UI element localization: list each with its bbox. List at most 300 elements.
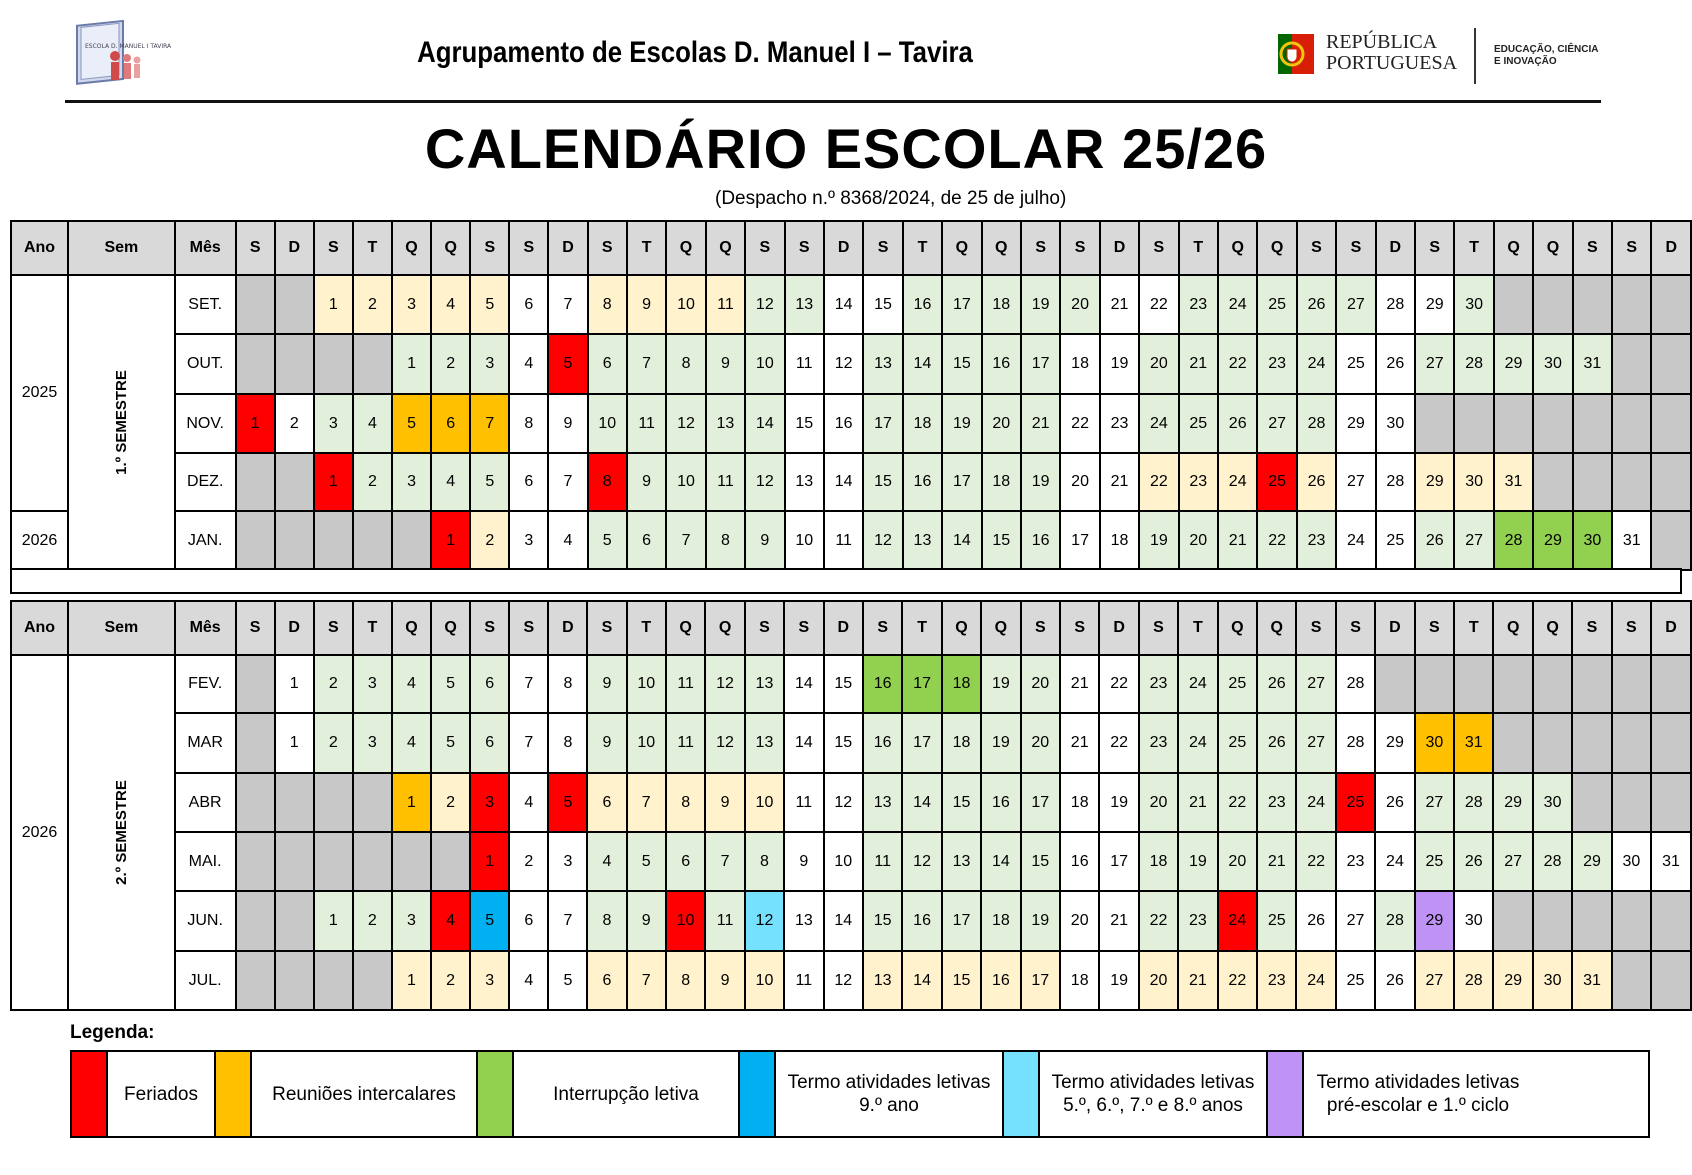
empty-day-cell xyxy=(353,511,392,570)
header-mes: Mês xyxy=(175,601,236,655)
day-cell: 3 xyxy=(392,275,431,334)
day-cell: 27 xyxy=(1493,832,1532,891)
day-cell: 28 xyxy=(1494,511,1533,570)
day-cell: 14 xyxy=(784,713,823,773)
weekday-header: D xyxy=(275,601,314,655)
day-cell: 10 xyxy=(666,891,705,951)
month-row xyxy=(11,275,1691,334)
day-cell: 3 xyxy=(392,891,431,951)
month-name: MAI. xyxy=(175,832,236,891)
day-cell: 29 xyxy=(1533,511,1572,570)
empty-day-cell xyxy=(1415,394,1454,453)
day-cell: 21 xyxy=(1178,951,1217,1010)
day-cell: 1 xyxy=(275,655,314,713)
day-cell: 28 xyxy=(1454,773,1493,832)
weekday-header: D xyxy=(548,601,587,655)
day-cell: 1 xyxy=(314,275,353,334)
day-cell: 26 xyxy=(1218,394,1257,453)
day-cell: 15 xyxy=(824,655,863,713)
day-cell: 24 xyxy=(1218,453,1257,511)
day-cell: 8 xyxy=(706,511,745,570)
legend-swatch xyxy=(740,1052,776,1136)
day-cell: 2 xyxy=(509,832,548,891)
day-cell: 25 xyxy=(1257,891,1296,951)
weekday-header: Q xyxy=(666,601,705,655)
empty-day-cell xyxy=(1651,951,1691,1010)
day-cell: 23 xyxy=(1100,394,1139,453)
day-cell: 18 xyxy=(1060,951,1099,1010)
day-cell: 6 xyxy=(470,713,509,773)
weekday-header: D xyxy=(275,221,314,275)
month-row xyxy=(11,773,1691,832)
ministry-name xyxy=(1494,44,1598,68)
day-cell: 9 xyxy=(548,394,587,453)
empty-day-cell xyxy=(1612,951,1651,1010)
weekday-header: Q xyxy=(392,221,431,275)
day-cell: 25 xyxy=(1218,655,1257,713)
day-cell: 30 xyxy=(1533,334,1572,394)
empty-day-cell xyxy=(1493,655,1532,713)
day-cell: 24 xyxy=(1375,832,1414,891)
weekday-header: S xyxy=(863,601,902,655)
empty-day-cell xyxy=(353,951,392,1010)
empty-day-cell xyxy=(1573,394,1612,453)
legend-title: Legenda: xyxy=(70,1022,155,1043)
day-cell: 30 xyxy=(1454,891,1493,951)
day-cell: 19 xyxy=(981,655,1020,713)
day-cell: 18 xyxy=(982,453,1021,511)
day-cell: 6 xyxy=(431,394,470,453)
day-cell: 13 xyxy=(706,394,745,453)
day-cell: 25 xyxy=(1218,713,1257,773)
day-cell: 12 xyxy=(863,511,902,570)
day-cell: 21 xyxy=(1257,832,1296,891)
day-cell: 3 xyxy=(353,713,392,773)
day-cell: 16 xyxy=(824,394,863,453)
day-cell: 21 xyxy=(1021,394,1060,453)
day-cell: 29 xyxy=(1415,453,1454,511)
empty-day-cell xyxy=(1493,891,1532,951)
weekday-header: S xyxy=(1060,221,1099,275)
day-cell: 18 xyxy=(1060,773,1099,832)
month-name: SET. xyxy=(175,275,236,334)
weekday-header: D xyxy=(1100,221,1139,275)
day-cell: 23 xyxy=(1297,511,1336,570)
day-cell: 14 xyxy=(902,951,941,1010)
day-cell: 28 xyxy=(1533,832,1572,891)
day-cell: 20 xyxy=(1060,453,1099,511)
legend-swatch xyxy=(478,1052,514,1136)
day-cell: 30 xyxy=(1454,275,1493,334)
day-cell: 27 xyxy=(1336,275,1375,334)
weekday-header: Q xyxy=(1533,221,1572,275)
day-cell: 14 xyxy=(745,394,784,453)
weekday-header: S xyxy=(236,601,275,655)
day-cell: 3 xyxy=(470,334,509,394)
day-cell: 26 xyxy=(1297,275,1336,334)
day-cell: 23 xyxy=(1178,891,1217,951)
empty-day-cell xyxy=(275,511,314,570)
month-name: JUL. xyxy=(175,951,236,1010)
day-cell: 20 xyxy=(1021,655,1060,713)
weekday-header: T xyxy=(627,601,666,655)
day-cell: 22 xyxy=(1139,891,1178,951)
empty-day-cell xyxy=(275,951,314,1010)
day-cell: 4 xyxy=(509,334,548,394)
empty-day-cell xyxy=(1494,394,1533,453)
weekday-header: Q xyxy=(431,221,470,275)
weekday-header: Q xyxy=(1533,601,1572,655)
day-cell: 2 xyxy=(314,713,353,773)
day-cell: 1 xyxy=(314,453,353,511)
empty-day-cell xyxy=(1612,334,1651,394)
day-cell: 16 xyxy=(1021,511,1060,570)
empty-day-cell xyxy=(1612,713,1651,773)
semester-separator xyxy=(10,568,1682,594)
day-cell: 14 xyxy=(942,511,981,570)
empty-day-cell xyxy=(1572,655,1611,713)
weekday-header: S xyxy=(1021,221,1060,275)
day-cell: 12 xyxy=(745,453,784,511)
empty-day-cell xyxy=(1651,275,1691,334)
empty-day-cell xyxy=(275,891,314,951)
legend-item-termopre xyxy=(1268,1052,1532,1136)
weekday-header: S xyxy=(1139,601,1178,655)
day-cell: 18 xyxy=(942,655,981,713)
day-cell: 23 xyxy=(1139,655,1178,713)
day-cell: 15 xyxy=(863,891,902,951)
day-cell: 22 xyxy=(1218,334,1257,394)
day-cell: 1 xyxy=(392,773,431,832)
day-cell: 26 xyxy=(1296,891,1335,951)
legend-swatch xyxy=(216,1052,252,1136)
day-cell: 22 xyxy=(1099,713,1138,773)
day-cell: 22 xyxy=(1257,511,1296,570)
weekday-header: T xyxy=(903,221,942,275)
day-cell: 11 xyxy=(785,334,824,394)
day-cell: 27 xyxy=(1336,453,1375,511)
day-cell: 29 xyxy=(1493,773,1532,832)
day-cell: 9 xyxy=(627,453,666,511)
day-cell: 20 xyxy=(1179,511,1218,570)
day-cell: 6 xyxy=(509,275,548,334)
weekday-header: D xyxy=(824,601,863,655)
day-cell: 11 xyxy=(706,453,745,511)
day-cell: 13 xyxy=(863,951,902,1010)
day-cell: 19 xyxy=(1139,511,1178,570)
day-cell: 10 xyxy=(627,713,666,773)
day-cell: 6 xyxy=(587,951,626,1010)
empty-day-cell xyxy=(1651,511,1691,570)
day-cell: 2 xyxy=(470,511,509,570)
day-cell: 25 xyxy=(1336,334,1375,394)
year-label: 2026 xyxy=(11,511,68,570)
day-cell: 4 xyxy=(353,394,392,453)
empty-day-cell xyxy=(1612,655,1651,713)
day-cell: 24 xyxy=(1139,394,1178,453)
day-cell: 28 xyxy=(1376,275,1415,334)
day-cell: 30 xyxy=(1415,713,1454,773)
day-cell: 18 xyxy=(1060,334,1099,394)
weekday-header: S xyxy=(509,221,548,275)
day-cell: 12 xyxy=(824,951,863,1010)
day-cell: 19 xyxy=(981,713,1020,773)
day-cell: 17 xyxy=(902,655,941,713)
day-cell: 12 xyxy=(666,394,705,453)
year-label: 2025 xyxy=(11,275,68,511)
weekday-header: T xyxy=(1454,221,1493,275)
weekday-header: D xyxy=(1375,601,1414,655)
empty-day-cell xyxy=(1375,655,1414,713)
day-cell: 8 xyxy=(666,951,705,1010)
day-cell: 9 xyxy=(784,832,823,891)
weekday-header: S xyxy=(745,221,784,275)
day-cell: 17 xyxy=(942,453,981,511)
day-cell: 4 xyxy=(431,891,470,951)
logo-divider xyxy=(1474,28,1476,84)
day-cell: 4 xyxy=(587,832,626,891)
empty-day-cell xyxy=(1533,394,1572,453)
month-row xyxy=(11,951,1691,1010)
day-cell: 10 xyxy=(666,275,705,334)
day-cell: 12 xyxy=(824,773,863,832)
legend-swatch xyxy=(1004,1052,1040,1136)
day-cell: 24 xyxy=(1297,334,1336,394)
semester-label: 2.º SEMESTRE xyxy=(112,779,130,885)
day-cell: 2 xyxy=(353,275,392,334)
day-cell: 11 xyxy=(706,275,745,334)
day-cell: 14 xyxy=(824,453,863,511)
day-cell: 12 xyxy=(902,832,941,891)
empty-day-cell xyxy=(1454,655,1493,713)
weekday-header: T xyxy=(1454,601,1493,655)
weekday-header: S xyxy=(784,601,823,655)
day-cell: 5 xyxy=(548,334,587,394)
day-cell: 4 xyxy=(509,951,548,1010)
weekday-header: Q xyxy=(982,221,1021,275)
month-row xyxy=(11,713,1691,773)
day-cell: 28 xyxy=(1376,453,1415,511)
day-cell: 6 xyxy=(588,334,627,394)
day-cell: 10 xyxy=(588,394,627,453)
weekday-header: S xyxy=(1021,601,1060,655)
day-cell: 4 xyxy=(392,713,431,773)
day-cell: 10 xyxy=(745,951,784,1010)
day-cell: 5 xyxy=(431,655,470,713)
day-cell: 16 xyxy=(903,453,942,511)
legend xyxy=(70,1050,1650,1138)
day-cell: 4 xyxy=(509,773,548,832)
day-cell: 15 xyxy=(824,713,863,773)
day-cell: 16 xyxy=(902,891,941,951)
day-cell: 27 xyxy=(1415,334,1454,394)
day-cell: 9 xyxy=(587,713,626,773)
day-cell: 27 xyxy=(1415,773,1454,832)
day-cell: 14 xyxy=(981,832,1020,891)
day-cell: 31 xyxy=(1651,832,1691,891)
weekday-header: T xyxy=(1178,601,1217,655)
empty-day-cell xyxy=(353,773,392,832)
empty-day-cell xyxy=(1533,453,1572,511)
day-cell: 23 xyxy=(1179,275,1218,334)
day-cell: 8 xyxy=(666,773,705,832)
day-cell: 8 xyxy=(548,655,587,713)
school-name: Agrupamento de Escolas D. Manuel I – Tavira xyxy=(417,36,973,69)
day-cell: 16 xyxy=(863,713,902,773)
day-cell: 21 xyxy=(1099,891,1138,951)
day-cell: 13 xyxy=(745,713,784,773)
day-cell: 8 xyxy=(587,891,626,951)
day-cell: 16 xyxy=(903,275,942,334)
day-cell: 10 xyxy=(824,832,863,891)
month-name: JAN. xyxy=(175,511,236,570)
day-cell: 6 xyxy=(627,511,666,570)
weekday-header: S xyxy=(236,221,275,275)
day-cell: 17 xyxy=(1060,511,1099,570)
day-cell: 7 xyxy=(509,713,548,773)
day-cell: 26 xyxy=(1297,453,1336,511)
empty-day-cell xyxy=(314,832,353,891)
day-cell: 17 xyxy=(942,275,981,334)
day-cell: 25 xyxy=(1336,773,1375,832)
day-cell: 15 xyxy=(982,511,1021,570)
day-cell: 27 xyxy=(1296,655,1335,713)
day-cell: 30 xyxy=(1533,951,1572,1010)
day-cell: 5 xyxy=(470,453,509,511)
day-cell: 9 xyxy=(627,891,666,951)
empty-day-cell xyxy=(1651,334,1691,394)
day-cell: 18 xyxy=(982,275,1021,334)
day-cell: 12 xyxy=(824,334,863,394)
day-cell: 30 xyxy=(1376,394,1415,453)
empty-day-cell xyxy=(353,832,392,891)
day-cell: 29 xyxy=(1336,394,1375,453)
weekday-header: Q xyxy=(981,601,1020,655)
month-row xyxy=(11,832,1691,891)
day-cell: 28 xyxy=(1297,394,1336,453)
empty-day-cell xyxy=(1651,713,1691,773)
day-cell: 22 xyxy=(1218,773,1257,832)
empty-day-cell xyxy=(1612,891,1651,951)
day-cell: 6 xyxy=(587,773,626,832)
day-cell: 16 xyxy=(863,655,902,713)
empty-day-cell xyxy=(1651,773,1691,832)
day-cell: 11 xyxy=(627,394,666,453)
header-sem: Sem xyxy=(68,601,175,655)
day-cell: 28 xyxy=(1336,655,1375,713)
month-row xyxy=(11,655,1691,713)
day-cell: 15 xyxy=(1021,832,1060,891)
weekday-header: T xyxy=(353,601,392,655)
day-cell: 24 xyxy=(1178,655,1217,713)
day-cell: 21 xyxy=(1218,511,1257,570)
day-cell: 2 xyxy=(353,891,392,951)
day-cell: 14 xyxy=(824,275,863,334)
day-cell: 4 xyxy=(431,275,470,334)
day-cell: 15 xyxy=(863,275,902,334)
day-cell: 18 xyxy=(903,394,942,453)
empty-day-cell xyxy=(275,275,314,334)
empty-day-cell xyxy=(275,773,314,832)
empty-day-cell xyxy=(275,453,314,511)
day-cell: 21 xyxy=(1100,453,1139,511)
day-cell: 27 xyxy=(1336,891,1375,951)
day-cell: 16 xyxy=(982,334,1021,394)
day-cell: 5 xyxy=(431,713,470,773)
day-cell: 5 xyxy=(548,773,587,832)
day-cell: 19 xyxy=(1099,773,1138,832)
day-cell: 7 xyxy=(548,453,587,511)
day-cell: 20 xyxy=(1139,773,1178,832)
day-cell: 6 xyxy=(666,832,705,891)
day-cell: 31 xyxy=(1454,713,1493,773)
weekday-header: S xyxy=(1572,601,1611,655)
day-cell: 19 xyxy=(942,394,981,453)
day-cell: 28 xyxy=(1454,951,1493,1010)
weekday-header: Q xyxy=(392,601,431,655)
day-cell: 17 xyxy=(942,891,981,951)
weekday-header: S xyxy=(470,221,509,275)
weekday-header-row xyxy=(11,601,1691,655)
day-cell: 5 xyxy=(627,832,666,891)
empty-day-cell xyxy=(275,832,314,891)
empty-day-cell xyxy=(1494,275,1533,334)
empty-day-cell xyxy=(236,453,275,511)
day-cell: 3 xyxy=(509,511,548,570)
day-cell: 18 xyxy=(1139,832,1178,891)
day-cell: 5 xyxy=(470,275,509,334)
weekday-header: S xyxy=(509,601,548,655)
day-cell: 31 xyxy=(1572,951,1611,1010)
empty-day-cell xyxy=(236,275,275,334)
legend-item-termo9 xyxy=(740,1052,1004,1136)
empty-day-cell xyxy=(1573,453,1612,511)
month-row xyxy=(11,511,1691,570)
day-cell: 11 xyxy=(824,511,863,570)
weekday-header: T xyxy=(1179,221,1218,275)
weekday-header-row xyxy=(11,221,1691,275)
legend-swatch xyxy=(72,1052,108,1136)
day-cell: 22 xyxy=(1139,275,1178,334)
weekday-header: D xyxy=(1651,221,1691,275)
day-cell: 17 xyxy=(1099,832,1138,891)
weekday-header: T xyxy=(902,601,941,655)
day-cell: 4 xyxy=(548,511,587,570)
day-cell: 29 xyxy=(1493,951,1532,1010)
ministry-line1: EDUCAÇÃO, CIÊNCIA xyxy=(1494,44,1599,55)
day-cell: 30 xyxy=(1612,832,1651,891)
day-cell: 12 xyxy=(705,655,744,713)
day-cell: 26 xyxy=(1375,773,1414,832)
day-cell: 18 xyxy=(942,713,981,773)
weekday-header: Q xyxy=(942,601,981,655)
weekday-header: Q xyxy=(942,221,981,275)
school-logo-text: ESCOLA D. MANUEL I TAVIRA xyxy=(85,43,172,50)
empty-day-cell xyxy=(392,832,431,891)
day-cell: 2 xyxy=(275,394,314,453)
empty-day-cell xyxy=(1533,655,1572,713)
republic-name-line2: PORTUGUESA xyxy=(1326,52,1458,74)
weekday-header: S xyxy=(1415,601,1454,655)
day-cell: 8 xyxy=(745,832,784,891)
day-cell: 7 xyxy=(470,394,509,453)
day-cell: 22 xyxy=(1218,951,1257,1010)
day-cell: 20 xyxy=(1060,891,1099,951)
day-cell: 28 xyxy=(1375,891,1414,951)
empty-day-cell xyxy=(236,951,275,1010)
day-cell: 25 xyxy=(1415,832,1454,891)
weekday-header: Q xyxy=(1257,601,1296,655)
